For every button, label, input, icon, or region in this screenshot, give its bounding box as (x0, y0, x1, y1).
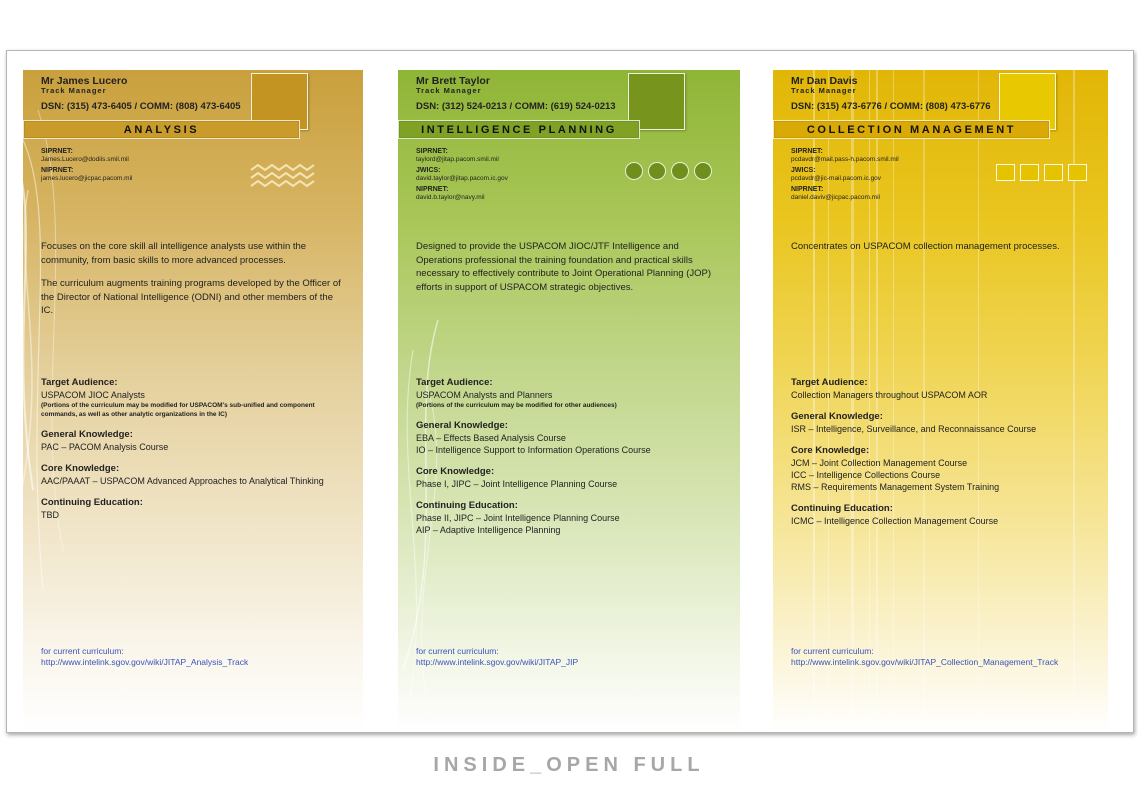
general-knowledge-heading: General Knowledge (41, 429, 130, 440)
core-knowledge-heading: Core Knowledge (791, 445, 866, 456)
target-audience-heading: Target Audience (416, 377, 490, 388)
core-knowledge-heading: Core Knowledge (41, 463, 116, 474)
target-audience-value: USPACOM JIOC Analysts (41, 390, 145, 400)
track-description (416, 240, 721, 304)
course-item: Phase I, JIPC – Joint Intelligence Planning Course (416, 479, 618, 489)
phone-numbers: DSN: (315) 473-6405 / COMM: (808) 473-6405 (41, 101, 241, 112)
target-audience-heading: Target Audience (791, 377, 865, 388)
course-item: PAC – PACOM Analysis Course (41, 442, 169, 452)
course-item: Phase II, JIPC – Joint Intelligence Planning Course (416, 513, 620, 523)
square-icon (1020, 164, 1039, 181)
target-audience-value: USPACOM Analysts and Planners (416, 390, 553, 400)
course-item: IO – Intelligence Support to Information Operations Course (416, 445, 651, 455)
description-paragraph: Concentrates on USPACOM collection management processes. (791, 241, 1060, 252)
course-info: Target Audience: Collection Managers throughout USPACOM AOR General Knowledge: ISR – Intelligence, Surveillance, and Reconnaissance Course Core Knowledge: JCM – Joint Collection Management Course ICC – Intelligence Collections Course RMS – Requirements Management System Training Continuing Education: ICMC – Intelligence Collection Management Course (791, 377, 1096, 527)
contact-email[interactable]: daniel.daviv@jicpac.pacom.mil (791, 194, 880, 201)
contact-label: JWICS: (791, 167, 816, 174)
contact-email[interactable]: pcdavdr@jic-mail.pacom.ic.gov (791, 175, 882, 182)
course-item: RMS – Requirements Management System Training (791, 482, 1000, 492)
manager-role: Track Manager (416, 86, 482, 95)
contact-label: SIPRNET: (791, 148, 823, 155)
general-knowledge-heading: General Knowledge (416, 420, 505, 431)
curriculum-label: for current curriculum: (791, 646, 874, 656)
zigzag-icon (251, 165, 314, 186)
contact-email[interactable]: james.lucero@jicpac.pacom.mil (41, 175, 133, 182)
circle-dots-decoration (625, 162, 712, 180)
contact-list (416, 148, 508, 202)
target-audience-heading: Target Audience (41, 377, 115, 388)
contact-email[interactable]: taylord@jitap.pacom.smil.mil (416, 156, 499, 163)
track-title-band: INTELLIGENCE PLANNING (398, 120, 640, 139)
curriculum-url[interactable]: http://www.intelink.sgov.gov/wiki/JITAP_Collection_Management_Track (791, 657, 1059, 667)
course-item: AAC/PAAAT – USPACOM Advanced Approaches to Analytical Thinking (41, 476, 324, 486)
contact-label: SIPRNET: (416, 148, 448, 155)
contact-list (41, 148, 133, 183)
course-item: ICC – Intelligence Collections Course (791, 470, 941, 480)
general-knowledge-heading: General Knowledge (791, 411, 880, 422)
curriculum-url[interactable]: http://www.intelink.sgov.gov/wiki/JITAP_Analysis_Track (41, 657, 249, 667)
curriculum-link-block (41, 646, 248, 668)
continuing-education-heading: Continuing Education (416, 500, 515, 511)
circle-icon (648, 162, 666, 180)
manager-name: Mr Brett Taylor (416, 75, 490, 87)
panel-intelligence-planning (398, 70, 740, 732)
track-title-band: ANALYSIS (23, 120, 300, 139)
page-caption: INSIDE_OPEN FULL (433, 754, 705, 776)
square-icon (996, 164, 1015, 181)
contact-label: SIPRNET: (41, 148, 73, 155)
square-icon (1044, 164, 1063, 181)
curriculum-label: for current curriculum: (41, 646, 124, 656)
manager-role: Track Manager (791, 86, 857, 95)
course-item: EBA – Effects Based Analysis Course (416, 433, 566, 443)
continuing-education-heading: Continuing Education (41, 497, 140, 508)
course-info: Target Audience: USPACOM JIOC Analysts (Portions of the curriculum may be modified for USPACOM's sub-unified and component commands, as well as other analytic organizations in the IC) General Knowledge: PAC – PACOM Analysis Course Core Knowledge: AAC/PAAAT – USPACOM Advanced Approaches to Analytical Thinking Continuing Education: TBD (41, 377, 346, 521)
panel-collection-management (773, 70, 1108, 732)
continuing-education-heading: Continuing Education (791, 503, 890, 514)
contact-list (791, 148, 899, 202)
manager-name: Mr Dan Davis (791, 75, 858, 87)
phone-numbers: DSN: (315) 473-6776 / COMM: (808) 473-6776 (791, 101, 991, 112)
contact-label: JWICS: (416, 167, 441, 174)
contact-label: NIPRNET: (416, 186, 449, 193)
manager-role: Track Manager (41, 86, 107, 95)
circle-icon (671, 162, 689, 180)
contact-email[interactable]: pcdavdr@mail.pass-h.pacom.smil.mil (791, 156, 899, 163)
core-knowledge-heading: Core Knowledge (416, 466, 491, 477)
contact-email[interactable]: James.Lucero@dodiis.smil.mil (41, 156, 129, 163)
square-icon (1068, 164, 1087, 181)
course-item: AIP – Adaptive Intelligence Planning (416, 525, 561, 535)
circle-icon (694, 162, 712, 180)
course-item: JCM – Joint Collection Management Course (791, 458, 968, 468)
circle-icon (625, 162, 643, 180)
square-dots-decoration (996, 164, 1087, 181)
course-item: ISR – Intelligence, Surveillance, and Reconnaissance Course (791, 424, 1037, 434)
description-paragraph: Focuses on the core skill all intelligence analysts use within the community, from basic skills to more advanced processes. (41, 241, 307, 266)
target-audience-value: Collection Managers throughout USPACOM AOR (791, 390, 988, 400)
manager-name: Mr James Lucero (41, 75, 128, 87)
curriculum-link-block (416, 646, 578, 668)
contact-label: NIPRNET: (41, 167, 74, 174)
target-audience-note: (Portions of the curriculum may be modified for USPACOM's sub-unified and component commands, as well as other analytic organizations in the IC) (41, 402, 315, 418)
track-description (41, 240, 346, 328)
course-item: TBD (41, 510, 59, 520)
course-info: Target Audience: USPACOM Analysts and Planners (Portions of the curriculum may be modified for other audiences) General Knowledge: EBA – Effects Based Analysis Course IO – Intelligence Support to Information Operations Course Core Knowledge: Phase I, JIPC – Joint Intelligence Planning Course Continuing Education: Phase II, JIPC – Joint Intelligence Planning Course AIP – Adaptive Intelligence Planning (416, 377, 721, 536)
curriculum-link-block (791, 646, 1058, 668)
description-paragraph: The curriculum augments training programs developed by the Officer of the Director of National Intelligence (ODNI) and other members of the IC. (41, 278, 341, 316)
curriculum-label: for current curriculum: (416, 646, 499, 656)
curriculum-url[interactable]: http://www.intelink.sgov.gov/wiki/JITAP_JIP (416, 657, 579, 667)
contact-label: NIPRNET: (791, 186, 824, 193)
track-description (791, 240, 1096, 264)
course-item: ICMC – Intelligence Collection Management Course (791, 516, 999, 526)
brochure-sheet (6, 50, 1134, 733)
contact-email[interactable]: david.b.taylor@navy.mil (416, 194, 485, 201)
target-audience-note: (Portions of the curriculum may be modified for other audiences) (416, 402, 617, 409)
description-paragraph: Designed to provide the USPACOM JIOC/JTF Intelligence and Operations professional the training foundation and practical skills necessary to effectively contribute to Joint Operational Planning (JOP) efforts in support of USPACOM strategic objectives. (416, 241, 712, 293)
track-title-band: COLLECTION MANAGEMENT (773, 120, 1050, 139)
phone-numbers: DSN: (312) 524-0213 / COMM: (619) 524-0213 (416, 101, 616, 112)
panel-analysis (23, 70, 363, 732)
contact-email[interactable]: david.taylor@jitap.pacom.ic.gov (416, 175, 508, 182)
